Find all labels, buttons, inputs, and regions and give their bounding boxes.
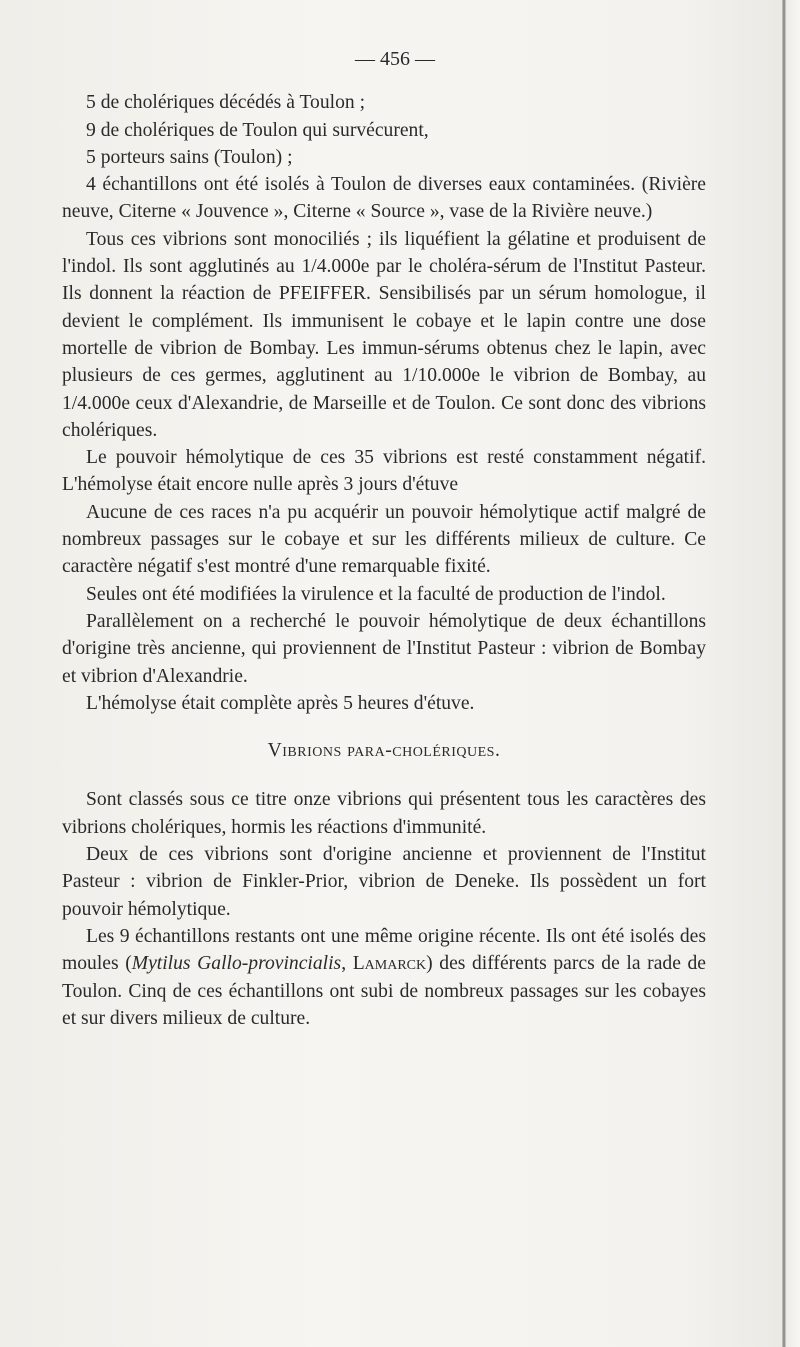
text-run: . Sensibilisés par un sérum homologue, il devient le complément. Ils immunisent le cobaye et le lapin contre une dose mortelle de vibrion de Bombay. Les immun-sérums obtenus chez le lapin, avec plusieurs de ces germes, agglutinent au 1/10.000e le vibrion de Bombay, au 1/4.000e ceux d'Alexandrie, de Marseille et de Toulon. Ce sont donc des vibrions cholériques. xyxy=(62,283,706,441)
author-name: PFEIFFER xyxy=(278,283,366,305)
text-run: Tous ces vibrions sont monociliés ; ils liquéfient la gélatine et produisent de l'indol. Ils sont agglutinés au 1/4.000e par le choléra-sérum de l'Institut Pasteur. Ils donnent la réaction de xyxy=(62,228,706,305)
author-name: Lamarck xyxy=(352,953,427,975)
paragraph: 4 échantillons ont été isolés à Toulon de diverses eaux contaminées. (Rivière neuve, Citerne « Jouvence », Citerne « Source », vase de la Rivière neuve.) xyxy=(62,174,706,223)
paragraph: Parallèlement on a recherché le pouvoir hémolytique de deux échantillons d'origine très ancienne, qui proviennent de l'Institut Pasteur : vibrion de Bombay et vibrion d'Alexandrie. xyxy=(62,610,706,687)
paragraph xyxy=(62,923,706,1032)
paragraph: 5 de cholériques décédés à Toulon ; xyxy=(86,92,366,114)
paragraph: Deux de ces vibrions sont d'origine ancienne et proviennent de l'Institut Pasteur : vibrion de Finkler-Prior, vibrion de Deneke. Ils possèdent un fort pouvoir hémolytique. xyxy=(62,844,706,920)
species-name: Mytilus Gallo-provincialis xyxy=(131,953,342,975)
paragraph: Seules ont été modifiées la virulence et la faculté de production de l'indol. xyxy=(86,583,666,605)
paragraph: 5 porteurs sains (Toulon) ; xyxy=(86,146,293,168)
paragraph: 9 de cholériques de Toulon qui survécurent, xyxy=(86,119,429,141)
paragraph: Le pouvoir hémolytique de ces 35 vibrions est resté constamment négatif. L'hémolyse était encore nulle après 3 jours d'étuve xyxy=(62,447,706,496)
text-run: Les 9 échantillons restants ont une même origine récente. Ils ont été isolés des moules ( xyxy=(62,925,706,975)
paragraph: L'hémolyse était complète après 5 heures d'étuve. xyxy=(86,692,475,714)
page-text xyxy=(62,46,706,1032)
section-title: Vibrions para-cholériques. xyxy=(267,740,501,762)
text-run: ) des différents parcs de la rade de Toulon. Cinq de ces échantillons ont subi de nombreux passages sur les cobayes et sur divers milieux de culture. xyxy=(62,953,706,1029)
text-run: , xyxy=(341,953,353,975)
page-fold-shadow xyxy=(782,0,786,1347)
paragraph xyxy=(62,226,706,444)
paragraph: Sont classés sous ce titre onze vibrions qui présentent tous les caractères des vibrions cholériques, hormis les réactions d'immunité. xyxy=(62,789,706,838)
paragraph: Aucune de ces races n'a pu acquérir un pouvoir hémolytique actif malgré de nombreux passages sur le cobaye et sur les différents milieux de culture. Ce caractère négatif s'est montré d'une remarquable fixité. xyxy=(62,501,706,578)
page-number: — 456 — xyxy=(355,48,435,70)
page-edge xyxy=(786,0,800,1347)
